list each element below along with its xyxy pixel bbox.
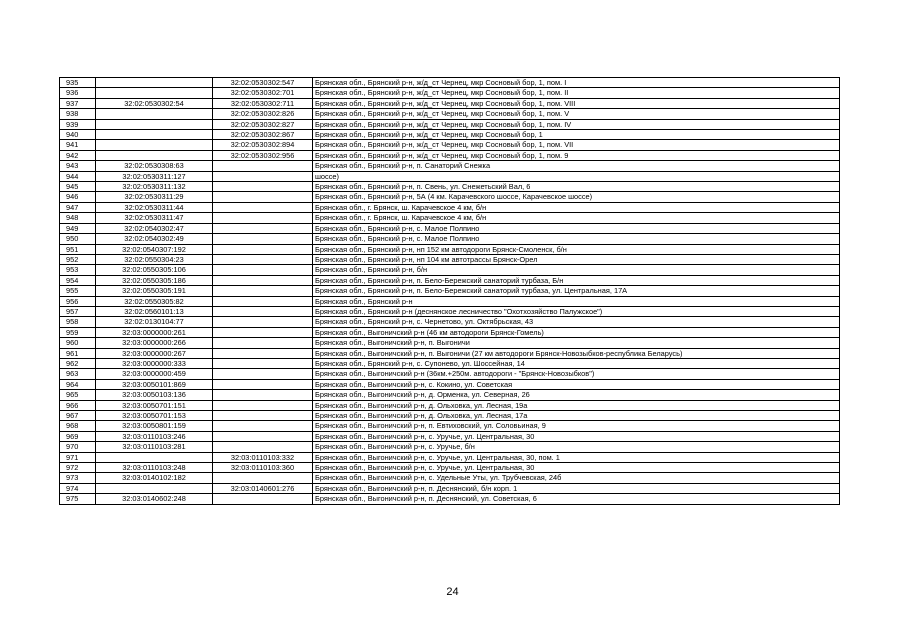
premises-cadastral-number-cell (213, 494, 313, 504)
cadastral-number-cell (96, 119, 213, 129)
table-row (60, 483, 840, 493)
address-cell: Брянская обл., Брянский р-н, ж/д_ст Чернец, мкр Сосновый бор, 1, пом. 9 (313, 150, 840, 160)
premises-cadastral-number-cell (213, 390, 313, 400)
row-number-cell: 972 (60, 463, 96, 473)
row-number-cell: 971 (60, 452, 96, 462)
row-number-cell: 954 (60, 275, 96, 285)
table-row (60, 182, 840, 192)
table-row (60, 348, 840, 358)
table-row (60, 327, 840, 337)
address-cell: Брянская обл., Выгоничский р-н, д. Ольховка, ул. Лесная, 19а (313, 400, 840, 410)
premises-cadastral-number-cell (213, 192, 313, 202)
table-row (60, 202, 840, 212)
cadastral-number-cell (96, 109, 213, 119)
address-cell: Брянская обл., Брянский р-н, б/н (313, 265, 840, 275)
table-body (60, 78, 840, 505)
row-number-cell: 941 (60, 140, 96, 150)
table-row (60, 98, 840, 108)
cadastral-number-cell: 32:02:0530311:132 (96, 182, 213, 192)
premises-cadastral-number-cell (213, 213, 313, 223)
address-cell: Брянская обл., Выгоничский р-н, п. Евтиховский, ул. Соловьиная, 9 (313, 421, 840, 431)
premises-cadastral-number-cell (213, 421, 313, 431)
cadastral-number-cell: 32:02:0550304:23 (96, 254, 213, 264)
address-cell: Брянская обл., Выгоничский р-н (46 км автодороги Брянск-Гомель) (313, 327, 840, 337)
row-number-cell: 962 (60, 358, 96, 368)
row-number-cell: 966 (60, 400, 96, 410)
premises-cadastral-number-cell (213, 379, 313, 389)
row-number-cell: 935 (60, 78, 96, 88)
table-row (60, 223, 840, 233)
row-number-cell: 937 (60, 98, 96, 108)
cadastral-number-cell: 32:03:0000000:459 (96, 369, 213, 379)
table-row (60, 358, 840, 368)
premises-cadastral-number-cell (213, 358, 313, 368)
table-row (60, 306, 840, 316)
table-row (60, 400, 840, 410)
row-number-cell: 947 (60, 202, 96, 212)
page-number: 24 (446, 586, 459, 598)
row-number-cell: 957 (60, 306, 96, 316)
address-cell: Брянская обл., Брянский р-н, ж/д_ст Чернец, мкр Сосновый бор, 1, пом. IV (313, 119, 840, 129)
address-cell: Брянская обл., Выгоничский р-н, п. Деснянский, ул. Советская, 6 (313, 494, 840, 504)
cadastral-number-cell: 32:02:0560101:13 (96, 306, 213, 316)
premises-cadastral-number-cell (213, 254, 313, 264)
address-cell: Брянская обл., Выгоничский р-н, п. Деснянский, б/н корп. 1 (313, 483, 840, 493)
cadastral-number-cell (96, 78, 213, 88)
cadastral-number-cell: 32:03:0000000:267 (96, 348, 213, 358)
premises-cadastral-number-cell: 32:02:0530302:894 (213, 140, 313, 150)
address-cell: Брянская обл., г. Брянск, ш. Карачевское 4 км, б/н (313, 202, 840, 212)
cadastral-number-cell: 32:02:0530311:29 (96, 192, 213, 202)
address-cell: Брянская обл., Брянский р-н, п. Свень, ул. Снежетьский Вал, 6 (313, 182, 840, 192)
address-cell: Брянская обл., Выгоничский р-н, д. Ольховка, ул. Лесная, 17а (313, 411, 840, 421)
table-row (60, 296, 840, 306)
premises-cadastral-number-cell (213, 234, 313, 244)
table-row (60, 213, 840, 223)
address-cell: Брянская обл., г. Брянск, ш. Карачевское 4 км, б/н (313, 213, 840, 223)
premises-cadastral-number-cell (213, 400, 313, 410)
table-row (60, 150, 840, 160)
row-number-cell: 940 (60, 130, 96, 140)
row-number-cell: 936 (60, 88, 96, 98)
row-number-cell: 944 (60, 171, 96, 181)
table-row (60, 369, 840, 379)
cadastral-number-cell: 32:03:0000000:333 (96, 358, 213, 368)
premises-cadastral-number-cell (213, 369, 313, 379)
address-cell: Брянская обл., Выгоничский р-н, с. Уручье, ул. Центральная, 30, пом. 1 (313, 452, 840, 462)
table-row (60, 161, 840, 171)
address-cell: Брянская обл., Выгоничский р-н, д. Орменка, ул. Северная, 26 (313, 390, 840, 400)
premises-cadastral-number-cell (213, 296, 313, 306)
table-row (60, 234, 840, 244)
premises-cadastral-number-cell: 32:02:0530302:826 (213, 109, 313, 119)
address-cell: Брянская обл., Брянский р-н, 5А (4 км. Карачевского шоссе, Карачевское шоссе) (313, 192, 840, 202)
premises-cadastral-number-cell (213, 431, 313, 441)
premises-cadastral-number-cell (213, 473, 313, 483)
cadastral-number-cell: 32:03:0110103:281 (96, 442, 213, 452)
cadastral-number-cell (96, 483, 213, 493)
cadastral-number-cell: 32:03:0110103:248 (96, 463, 213, 473)
cadastral-table (59, 77, 840, 505)
address-cell: Брянская обл., Брянский р-н, ж/д_ст Чернец, мкр Сосновый бор, 1, пом. VIII (313, 98, 840, 108)
cadastral-number-cell (96, 150, 213, 160)
cadastral-number-cell: 32:03:0140602:248 (96, 494, 213, 504)
table-row (60, 140, 840, 150)
table-row (60, 244, 840, 254)
address-cell: Брянская обл., Брянский р-н, нп 104 км автотрассы Брянск-Орел (313, 254, 840, 264)
row-number-cell: 949 (60, 223, 96, 233)
premises-cadastral-number-cell: 32:03:0140601:276 (213, 483, 313, 493)
address-cell: Брянская обл., Брянский р-н, ж/д_ст Чернец, мкр Сосновый бор, 1, пом. II (313, 88, 840, 98)
table-row (60, 275, 840, 285)
table-row (60, 317, 840, 327)
address-cell: Брянская обл., Брянский р-н, с. Супонево, ул. Шоссейная, 14 (313, 358, 840, 368)
table-row (60, 88, 840, 98)
address-cell: Брянская обл., Выгоничский р-н (36км.+250м. автодороги - "Брянск-Новозыбков") (313, 369, 840, 379)
table-row (60, 442, 840, 452)
row-number-cell: 970 (60, 442, 96, 452)
row-number-cell: 955 (60, 286, 96, 296)
table-row (60, 431, 840, 441)
table-row (60, 171, 840, 181)
address-cell: Брянская обл., Брянский р-н, с. Малое Полпино (313, 234, 840, 244)
row-number-cell: 965 (60, 390, 96, 400)
address-cell: Брянская обл., Брянский р-н, ж/д_ст Чернец, мкр Сосновый бор, 1, пом. I (313, 78, 840, 88)
row-number-cell: 967 (60, 411, 96, 421)
cadastral-number-cell (96, 452, 213, 462)
cadastral-number-cell (96, 130, 213, 140)
address-cell: Брянская обл., Выгоничский р-н, п. Выгоничи (27 км автодороги Брянск-Новозыбков-республика Беларусь) (313, 348, 840, 358)
row-number-cell: 963 (60, 369, 96, 379)
premises-cadastral-number-cell: 32:02:0530302:547 (213, 78, 313, 88)
cadastral-number-cell: 32:03:0140102:182 (96, 473, 213, 483)
cadastral-number-cell: 32:02:0540302:47 (96, 223, 213, 233)
premises-cadastral-number-cell (213, 265, 313, 275)
table-row (60, 119, 840, 129)
table-row (60, 78, 840, 88)
cadastral-number-cell: 32:02:0530302:54 (96, 98, 213, 108)
cadastral-number-cell: 32:02:0530311:44 (96, 202, 213, 212)
premises-cadastral-number-cell (213, 442, 313, 452)
table-row (60, 421, 840, 431)
premises-cadastral-number-cell (213, 223, 313, 233)
premises-cadastral-number-cell (213, 161, 313, 171)
table-row (60, 473, 840, 483)
table-row (60, 286, 840, 296)
row-number-cell: 960 (60, 338, 96, 348)
row-number-cell: 951 (60, 244, 96, 254)
address-cell: Брянская обл., Брянский р-н, п. Бело-Бережский санаторий турбаза, Б/н (313, 275, 840, 285)
cadastral-number-cell (96, 140, 213, 150)
address-cell: шоссе) (313, 171, 840, 181)
cadastral-number-cell: 32:03:0050701:153 (96, 411, 213, 421)
table-row (60, 338, 840, 348)
premises-cadastral-number-cell: 32:03:0110103:360 (213, 463, 313, 473)
address-cell: Брянская обл., Брянский р-н (деснянское лесничество "Охотхозяйство Палужское") (313, 306, 840, 316)
cadastral-number-cell (96, 88, 213, 98)
cadastral-number-cell: 32:03:0000000:266 (96, 338, 213, 348)
cadastral-number-cell: 32:02:0530308:63 (96, 161, 213, 171)
premises-cadastral-number-cell (213, 338, 313, 348)
premises-cadastral-number-cell (213, 348, 313, 358)
premises-cadastral-number-cell (213, 411, 313, 421)
cadastral-number-cell: 32:02:0130104:77 (96, 317, 213, 327)
address-cell: Брянская обл., Выгоничский р-н, с. Уручье, б/н (313, 442, 840, 452)
cadastral-number-cell: 32:02:0540307:192 (96, 244, 213, 254)
cadastral-number-cell: 32:03:0110103:246 (96, 431, 213, 441)
premises-cadastral-number-cell: 32:02:0530302:701 (213, 88, 313, 98)
row-number-cell: 956 (60, 296, 96, 306)
table-row (60, 390, 840, 400)
address-cell: Брянская обл., Брянский р-н, нп 152 км автодороги Брянск-Смоленск, б/н (313, 244, 840, 254)
premises-cadastral-number-cell (213, 171, 313, 181)
row-number-cell: 950 (60, 234, 96, 244)
premises-cadastral-number-cell (213, 202, 313, 212)
address-cell: Брянская обл., Брянский р-н, ж/д_ст Чернец, мкр Сосновый бор, 1, пом. VII (313, 140, 840, 150)
premises-cadastral-number-cell (213, 244, 313, 254)
cadastral-number-cell: 32:02:0550305:186 (96, 275, 213, 285)
cadastral-number-cell: 32:02:0540302:49 (96, 234, 213, 244)
table-row (60, 379, 840, 389)
cadastral-number-cell: 32:02:0530311:47 (96, 213, 213, 223)
address-cell: Брянская обл., Выгоничский р-н, с. Удельные Уты, ул. Трубчевская, 24б (313, 473, 840, 483)
table-row (60, 130, 840, 140)
table-row (60, 192, 840, 202)
premises-cadastral-number-cell: 32:02:0530302:956 (213, 150, 313, 160)
cadastral-number-cell: 32:03:0000000:261 (96, 327, 213, 337)
address-cell: Брянская обл., Брянский р-н, ж/д_ст Чернец, мкр Сосновый бор, 1, пом. V (313, 109, 840, 119)
cadastral-number-cell: 32:02:0550305:82 (96, 296, 213, 306)
cadastral-number-cell: 32:02:0550305:106 (96, 265, 213, 275)
address-cell: Брянская обл., Брянский р-н, ж/д_ст Чернец, мкр Сосновый бор, 1 (313, 130, 840, 140)
row-number-cell: 943 (60, 161, 96, 171)
premises-cadastral-number-cell (213, 317, 313, 327)
table-row (60, 109, 840, 119)
row-number-cell: 973 (60, 473, 96, 483)
address-cell: Брянская обл., Брянский р-н, с. Чернетово, ул. Октябрьская, 43 (313, 317, 840, 327)
cadastral-number-cell: 32:03:0050103:136 (96, 390, 213, 400)
address-cell: Брянская обл., Брянский р-н (313, 296, 840, 306)
row-number-cell: 948 (60, 213, 96, 223)
cadastral-number-cell: 32:02:0530311:127 (96, 171, 213, 181)
row-number-cell: 953 (60, 265, 96, 275)
row-number-cell: 964 (60, 379, 96, 389)
address-cell: Брянская обл., Брянский р-н, с. Малое Полпино (313, 223, 840, 233)
row-number-cell: 975 (60, 494, 96, 504)
row-number-cell: 952 (60, 254, 96, 264)
row-number-cell: 939 (60, 119, 96, 129)
row-number-cell: 969 (60, 431, 96, 441)
table-row (60, 411, 840, 421)
address-cell: Брянская обл., Выгоничский р-н, с. Уручье, ул. Центральная, 30 (313, 431, 840, 441)
address-cell: Брянская обл., Выгоничский р-н, с. Кокино, ул. Советская (313, 379, 840, 389)
row-number-cell: 974 (60, 483, 96, 493)
cadastral-number-cell: 32:03:0050801:159 (96, 421, 213, 431)
table-row (60, 452, 840, 462)
row-number-cell: 942 (60, 150, 96, 160)
premises-cadastral-number-cell (213, 327, 313, 337)
premises-cadastral-number-cell (213, 275, 313, 285)
table-row (60, 254, 840, 264)
premises-cadastral-number-cell: 32:02:0530302:867 (213, 130, 313, 140)
address-cell: Брянская обл., Выгоничский р-н, п. Выгоничи (313, 338, 840, 348)
row-number-cell: 958 (60, 317, 96, 327)
table-row (60, 265, 840, 275)
cadastral-number-cell: 32:03:0050701:151 (96, 400, 213, 410)
table-row (60, 463, 840, 473)
cadastral-number-cell: 32:03:0050101:869 (96, 379, 213, 389)
row-number-cell: 946 (60, 192, 96, 202)
address-cell: Брянская обл., Брянский р-н, п. Санаторий Снежка (313, 161, 840, 171)
table-row (60, 494, 840, 504)
address-cell: Брянская обл., Брянский р-н, п. Бело-Бережский санаторий турбаза, ул. Центральная, 17А (313, 286, 840, 296)
cadastral-number-cell: 32:02:0550305:191 (96, 286, 213, 296)
premises-cadastral-number-cell (213, 286, 313, 296)
address-cell: Брянская обл., Выгоничский р-н, с. Уручье, ул. Центральная, 30 (313, 463, 840, 473)
premises-cadastral-number-cell: 32:02:0530302:827 (213, 119, 313, 129)
row-number-cell: 945 (60, 182, 96, 192)
premises-cadastral-number-cell: 32:03:0110103:332 (213, 452, 313, 462)
row-number-cell: 968 (60, 421, 96, 431)
premises-cadastral-number-cell (213, 182, 313, 192)
premises-cadastral-number-cell (213, 306, 313, 316)
row-number-cell: 959 (60, 327, 96, 337)
premises-cadastral-number-cell: 32:02:0530302:711 (213, 98, 313, 108)
row-number-cell: 961 (60, 348, 96, 358)
row-number-cell: 938 (60, 109, 96, 119)
